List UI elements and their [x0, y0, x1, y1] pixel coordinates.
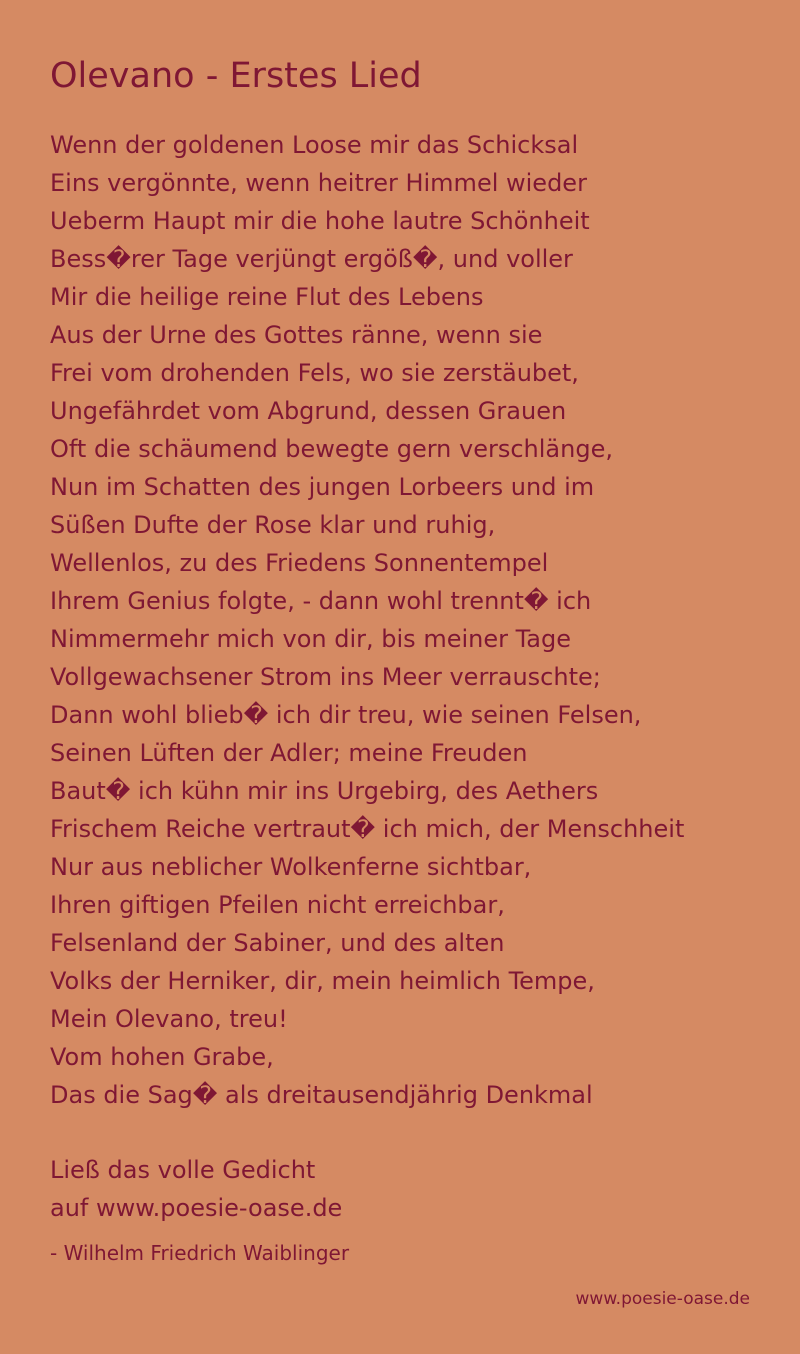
- poem-line: Wellenlos, zu des Friedens Sonnentempel: [50, 549, 549, 577]
- poem-line: Wenn der goldenen Loose mir das Schicksal: [50, 131, 579, 159]
- poem-line: Vom hohen Grabe,: [50, 1043, 274, 1071]
- poem-line: Aus der Urne des Gottes ränne, wenn sie: [50, 321, 543, 349]
- poem-line: Süßen Dufte der Rose klar und ruhig,: [50, 511, 496, 539]
- full-poem-note-line1: Ließ das volle Gedicht: [50, 1156, 316, 1184]
- poem-line: Baut� ich kühn mir ins Urgebirg, des Aethers: [50, 777, 599, 805]
- poem-line: Nimmermehr mich von dir, bis meiner Tage: [50, 625, 571, 653]
- poem-line: Eins vergönnte, wenn heitrer Himmel wieder: [50, 169, 587, 197]
- poem-line: Ihrem Genius folgte, - dann wohl trennt� ich: [50, 587, 592, 615]
- poem-line: Bess�rer Tage verjüngt ergöß�, und voller: [50, 245, 573, 273]
- poem-line: Mein Olevano, treu!: [50, 1005, 288, 1033]
- poem-line: Ueberm Haupt mir die hohe lautre Schönheit: [50, 207, 590, 235]
- poem-line: Mir die heilige reine Flut des Lebens: [50, 283, 484, 311]
- poem-line: Ungefährdet vom Abgrund, dessen Grauen: [50, 397, 567, 425]
- full-poem-note-line2: auf www.poesie-oase.de: [50, 1194, 343, 1222]
- poem-author: - Wilhelm Friedrich Waiblinger: [50, 1241, 350, 1265]
- poem-line: Dann wohl blieb� ich dir treu, wie seinen Felsen,: [50, 701, 642, 729]
- poem-title: Olevano - Erstes Lied: [50, 56, 422, 96]
- poem-line: Nur aus neblicher Wolkenferne sichtbar,: [50, 853, 532, 881]
- poem-line: Das die Sag� als dreitausendjährig Denkmal: [50, 1081, 593, 1109]
- poem-line: Frei vom drohenden Fels, wo sie zerstäubet,: [50, 359, 579, 387]
- poem-line: Vollgewachsener Strom ins Meer verrauschte;: [50, 663, 601, 691]
- poem-line: Ihren giftigen Pfeilen nicht erreichbar,: [50, 891, 505, 919]
- poem-line: Volks der Herniker, dir, mein heimlich Tempe,: [50, 967, 595, 995]
- poem-line: Oft die schäumend bewegte gern verschlänge,: [50, 435, 613, 463]
- poem-line: Seinen Lüften der Adler; meine Freuden: [50, 739, 528, 767]
- poem-line: Felsenland der Sabiner, und des alten: [50, 929, 505, 957]
- poem-line: Frischem Reiche vertraut� ich mich, der Menschheit: [50, 815, 685, 843]
- poem-body: [50, 126, 790, 1114]
- footer-website: www.poesie-oase.de: [575, 1289, 750, 1309]
- poem-line: Nun im Schatten des jungen Lorbeers und im: [50, 473, 595, 501]
- full-poem-note: [50, 1151, 342, 1227]
